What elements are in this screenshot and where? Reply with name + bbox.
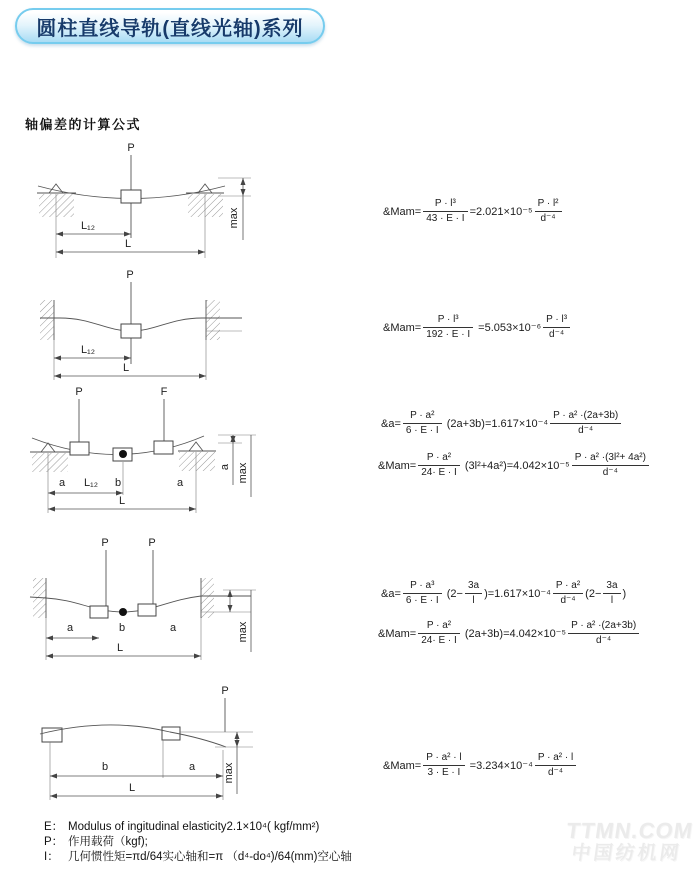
label-load-P2: P — [148, 537, 156, 549]
wall-hatch-left — [40, 300, 54, 340]
formula-deflection-2: &Mam= $\frac{\text{P · l³}}{192 \cdot E \cdot I}$ =5.053×10⁻⁶ $\frac{\text{P · l³}}{\text{d⁻⁴}}$ — [383, 314, 572, 341]
formula-deflection-3a: &a= $\frac{\text{P · a²}}{6 \cdot E \cdot I}$ (2a+3b)=1.617×10⁻⁴ $\frac{\text{P · a² ·(2a+3b)}}{\text{d⁻⁴}}$ — [381, 410, 623, 437]
label-a-right: a — [176, 477, 184, 489]
footnote-I — [44, 850, 352, 865]
ground-hatch-right — [188, 194, 223, 217]
label-load-P1: P — [101, 537, 109, 549]
footnote-I-label: I： — [44, 851, 59, 864]
label-a-left: a — [66, 622, 74, 634]
slide-block-right — [154, 441, 173, 454]
ground-hatch-left — [39, 194, 74, 217]
label-L: L — [116, 642, 124, 654]
label-max: max — [237, 462, 249, 484]
ground-hatch-right — [179, 452, 215, 471]
label-load-P: P — [75, 386, 83, 398]
formula-deflection-3b: &Mam= $\frac{\text{P · a²}}{24\cdot E \cdot I}$ (3l²+4a²)=4.042×10⁻⁵ $\frac{\text{P · a² ·(3l²+ 4a²)}}{\text{d⁻⁴}}$ — [378, 452, 651, 479]
footnote-E-label: E： — [44, 821, 64, 833]
label-L12: L₁₂ — [83, 477, 99, 489]
slide-block-left — [70, 442, 89, 455]
footnote-E-text: Modulus of ingitudinal elasticity2.1×10⁴( kgf/mm²) — [68, 821, 320, 833]
label-b: b — [114, 477, 122, 489]
center-point — [119, 450, 127, 458]
support-right — [189, 442, 203, 451]
footnote-E — [44, 820, 352, 835]
label-load-P: P — [126, 269, 134, 281]
diagram-simply-supported-center-load — [20, 140, 350, 275]
page-title: 圆柱直线导轨(直线光轴)系列 — [36, 17, 304, 40]
label-a-left: a — [58, 477, 66, 489]
diagram-simply-supported-two-loads — [20, 385, 350, 535]
slide-block — [121, 324, 141, 338]
label-a-right: a — [169, 622, 177, 634]
label-L: L — [122, 362, 130, 374]
support-left — [41, 443, 55, 452]
title-banner — [15, 8, 325, 44]
footnote-I-text: 几何惯性矩=πd/64实心轴和=π （d⁴-do⁴)/64(mm)空心轴 — [68, 851, 352, 864]
wall-hatch-right — [206, 300, 220, 340]
label-load-P: P — [127, 142, 135, 154]
label-max: max — [237, 621, 249, 643]
formula-deflection-1: &Mam= $\frac{\text{P · l³}}{43 \cdot E \cdot I}$ =2.021×10⁻⁵ $\frac{\text{P · l²}}{\text{d⁻⁴}}$ — [383, 198, 564, 225]
center-point — [119, 608, 127, 616]
watermark — [562, 818, 695, 865]
diagram-fixed-fixed-two-loads — [20, 530, 350, 680]
label-load-P: P — [221, 685, 229, 697]
formula-deflection-4a: &a= $\frac{\text{P · a³}}{6 \cdot E \cdot I}$ (2− $\frac{3a}{l}$ )=1.617×10⁻⁴ $\frac{\text{P · a²}}{\text{d⁻⁴}}$ (2− $\frac{3a}{l}$ ) — [381, 580, 627, 606]
slide-block — [121, 190, 141, 203]
label-L: L — [124, 238, 132, 250]
label-load-F: F — [160, 386, 168, 398]
slide-block-right — [138, 604, 156, 616]
diagram-fixed-fixed-center-load — [20, 268, 350, 388]
label-deflection-a: a — [219, 463, 231, 471]
watermark-name: 中国纺机网 — [570, 843, 684, 865]
label-a: a — [188, 761, 196, 773]
label-L12: L₁₂ — [80, 344, 96, 356]
label-L: L — [118, 495, 126, 507]
formula-deflection-4b: &Mam= $\frac{\text{P · a²}}{24\cdot E \cdot I}$ (2a+3b)=4.042×10⁻⁵ $\frac{\text{P · a² ·(2a+3b)}}{\text{d⁻⁴}}$ — [378, 620, 641, 647]
label-b: b — [118, 622, 126, 634]
label-L12: L₁₂ — [80, 220, 96, 232]
label-max: max — [223, 762, 235, 784]
footnote-P — [44, 835, 352, 850]
ground-hatch-left — [32, 453, 68, 472]
footnotes — [44, 820, 352, 866]
label-b: b — [101, 761, 109, 773]
diagram-overhang-load — [20, 680, 350, 810]
label-max: max — [228, 207, 240, 229]
formula-deflection-5: &Mam= $\frac{\text{P · a² · l}}{3 \cdot E \cdot I}$ =3.234×10⁻⁴ $\frac{\text{P · a² · l}}{\text{d⁻⁴}}$ — [383, 752, 578, 779]
slide-block-left — [90, 606, 108, 618]
label-L: L — [128, 782, 136, 794]
watermark-site: TTMN.COM — [565, 817, 696, 843]
beam-curve — [40, 725, 226, 747]
footnote-P-text: 作用载荷（kgf); — [68, 836, 148, 849]
footnote-P-label: P： — [44, 836, 64, 849]
section-heading: 轴偏差的计算公式 — [25, 117, 142, 132]
